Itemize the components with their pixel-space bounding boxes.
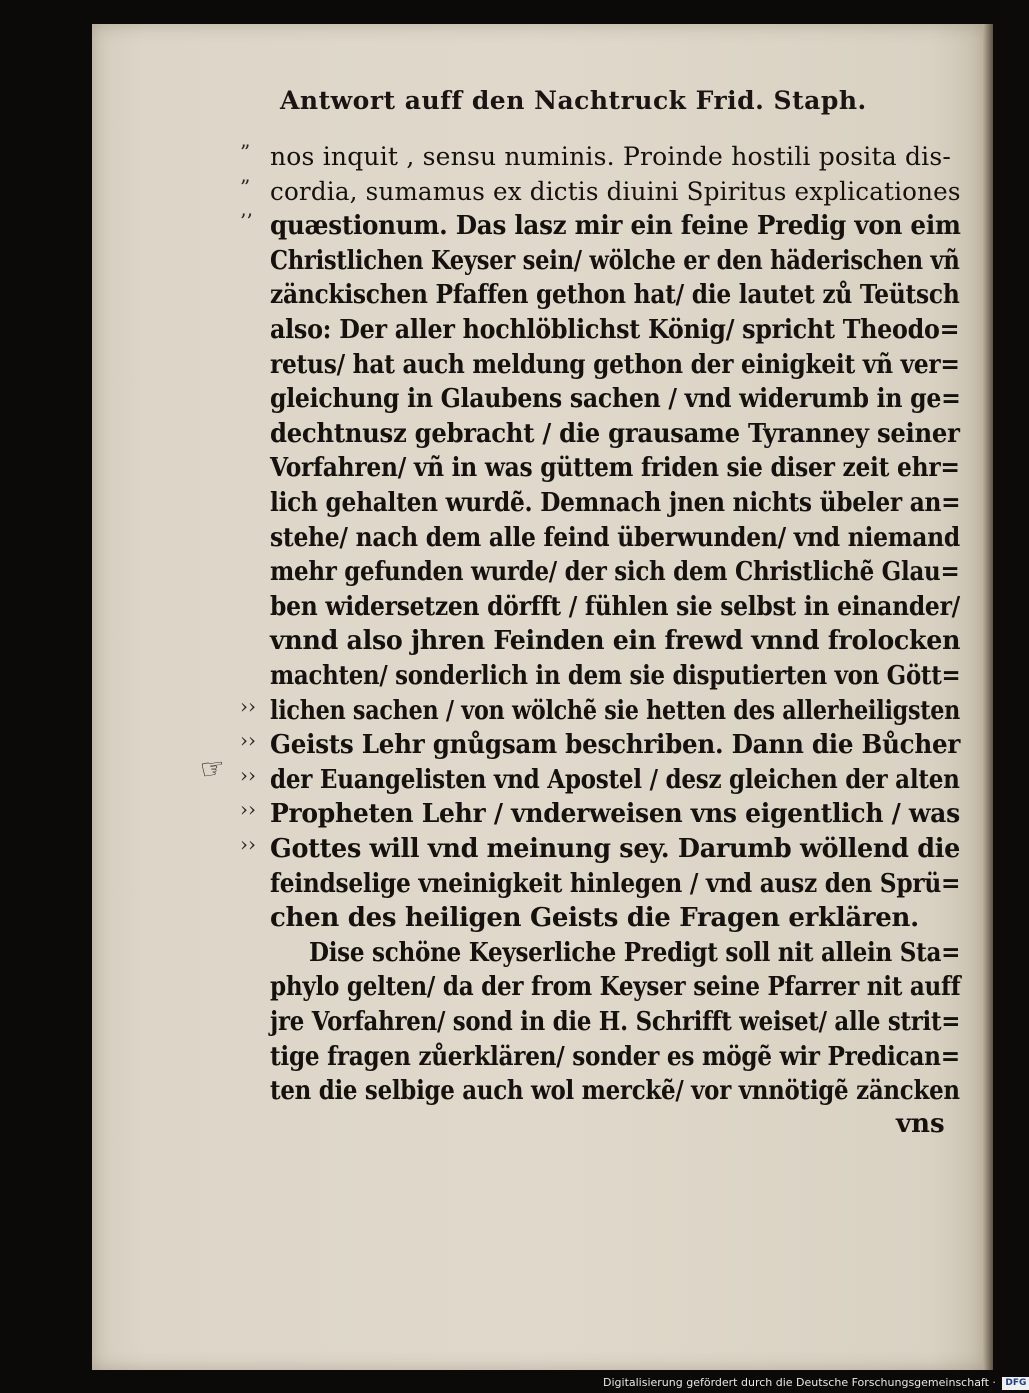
text-line: feindselige vneinigkeit hinlegen / vnd ausz den Sprü= [270,868,961,899]
text-line: ben widersetzen dörfft / fühlen sie selbst in einander/ [270,591,960,622]
page-edge [983,24,993,1370]
footer-text: Digitalisierung gefördert durch die Deutsche Forschungsgemeinschaft · [603,1376,996,1389]
marginal-quote-mark: ” [240,174,251,199]
text-line: nos inquit , sensu numinis. Proinde hostili posita dis- [270,142,952,171]
marginal-quote-mark: ›› [240,832,256,856]
text-line: also: Der aller hochlöblichst König/ spricht Theodo= [270,315,960,345]
text-line: dechtnusz gebracht / die grausame Tyranney seiner [270,418,960,449]
text-line: Vorfahren/ vñ in was güttem friden sie diser zeit ehr= [270,453,960,484]
text-line: vnnd also jhren Feinden ein frewd vnnd frolocken [270,626,961,657]
text-line: mehr gefunden wurde/ der sich dem Christlichẽ Glau= [270,557,960,588]
marginal-quote-mark: ›› [240,728,256,753]
text-line: Christlichen Keyser sein/ wölche er den häderischen vñ [270,245,960,276]
text-line: quæstionum. Das lasz mir ein feine Predig von eim [270,211,961,242]
running-head: Antwort auff den Nachtruck Frid. Staph. [280,86,867,115]
text-line: ten die selbige auch wol merckẽ/ vor vnnötigẽ zäncken [270,1076,960,1107]
text-line: der Euangelisten vnd Apostel / desz gleichen der alten [270,764,960,795]
footer-credit [603,1374,1027,1392]
text-line: stehe/ nach dem alle feind überwunden/ vnd niemand [270,522,960,553]
text-line: tige fragen zůerklären/ sonder es mögẽ wir Predican= [270,1041,960,1072]
text-line: lichen sachen / von wölchẽ sie hetten des allerheiligsten [270,695,961,726]
dfg-logo: DFG [1002,1377,1029,1390]
marginal-quote-mark: ›› [240,693,256,718]
text-line: cordia, sumamus ex dictis diuini Spiritus explicationes [270,176,961,206]
text-line: chen des heiligen Geists die Fragen erklären. [270,903,919,934]
text-line: Dise schöne Keyserliche Predigt soll nit allein Sta= [308,937,961,968]
marginal-quote-mark: ›› [240,762,256,787]
marginal-quote-mark: ’’ [240,209,253,234]
marginal-quote-mark: ” [240,140,251,164]
text-line: zänckischen Pfaffen gethon hat/ die lautet zů Teütsch [270,280,960,311]
text-line: retus/ hat auch meldung gethon der einigkeit vñ ver= [270,349,960,380]
pointing-hand-icon: ☞ [197,750,228,787]
marginal-quote-mark: ›› [240,797,256,822]
text-line: machten/ sonderlich in dem sie disputierten von Gött= [270,661,961,691]
text-line: phylo gelten/ da der from Keyser seine Pfarrer nit auff [270,972,961,1003]
text-line: gleichung in Glaubens sachen / vnd widerumb in ge= [270,384,961,415]
text-line: jre Vorfahren/ sond in die H. Schrifft weiset/ alle strit= [270,1007,961,1037]
catchword: vns [896,1108,945,1139]
text-line: Gottes will vnd meinung sey. Darumb wöllend die [270,834,960,864]
text-line: lich gehalten wurdẽ. Demnach jnen nichts übeler an= [270,488,961,518]
text-line: Propheten Lehr / vnderweisen vns eigentlich / was [270,799,960,830]
text-line: Geists Lehr gnůgsam beschriben. Dann die Bůcher [270,730,961,761]
